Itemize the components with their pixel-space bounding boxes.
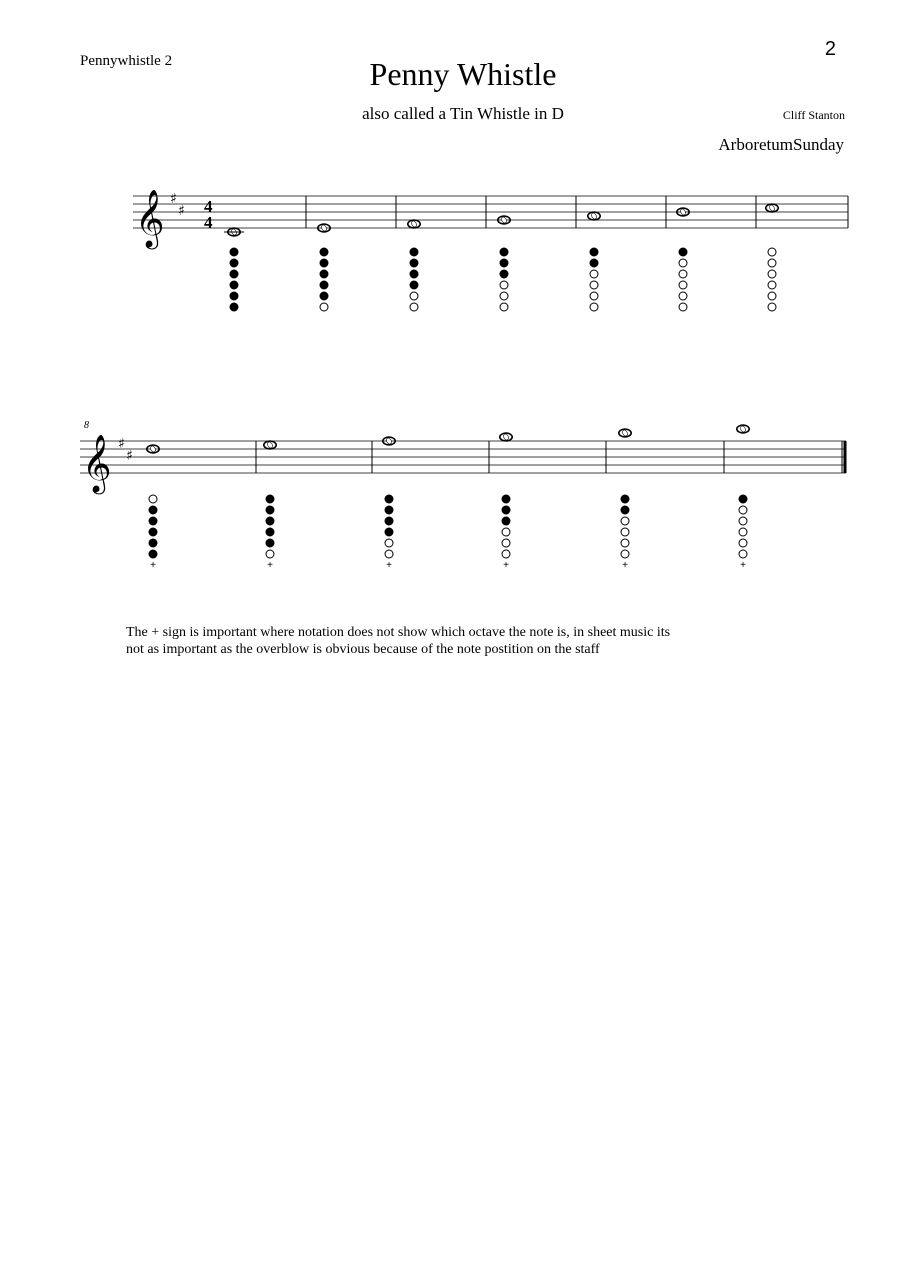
part-label: Pennywhistle 2 — [80, 53, 173, 69]
open-hole — [621, 550, 629, 558]
footnote-line-2: not as important as the overblow is obvious because of the note postition on the staff — [126, 642, 600, 657]
closed-hole — [679, 248, 687, 256]
overblow-plus: + — [386, 560, 392, 571]
closed-hole — [320, 270, 328, 278]
open-hole — [621, 517, 629, 525]
closed-hole — [590, 259, 598, 267]
key-signature — [118, 436, 133, 464]
closed-hole — [230, 303, 238, 311]
closed-hole — [149, 506, 157, 514]
whole-note — [408, 220, 420, 228]
treble-clef: 𝄞 — [82, 434, 112, 492]
closed-hole — [621, 506, 629, 514]
open-hole — [739, 528, 747, 536]
closed-hole — [320, 259, 328, 267]
closed-hole — [266, 506, 274, 514]
svg-text:♯: ♯ — [178, 203, 185, 219]
composer: Cliff Stanton — [782, 108, 845, 122]
svg-text:♯: ♯ — [170, 191, 177, 207]
page-number: 2 — [824, 38, 836, 60]
subtitle: also called a Tin Whistle in D — [362, 104, 564, 123]
open-hole — [385, 550, 393, 558]
svg-text:4: 4 — [204, 213, 213, 232]
closed-hole — [502, 517, 510, 525]
overblow-plus: + — [622, 560, 628, 571]
open-hole — [679, 270, 687, 278]
closed-hole — [410, 248, 418, 256]
closed-hole — [230, 281, 238, 289]
arranger: ArboretumSunday — [718, 135, 844, 154]
closed-hole — [621, 495, 629, 503]
svg-text:♯: ♯ — [126, 448, 133, 464]
open-hole — [621, 539, 629, 547]
open-hole — [320, 303, 328, 311]
fingering-chart — [621, 495, 629, 571]
treble-clef: 𝄞 — [135, 189, 165, 247]
whole-note — [588, 212, 600, 220]
open-hole — [679, 281, 687, 289]
open-hole — [739, 517, 747, 525]
closed-hole — [500, 270, 508, 278]
open-hole — [385, 539, 393, 547]
closed-hole — [385, 528, 393, 536]
whole-note — [224, 228, 244, 236]
open-hole — [679, 259, 687, 267]
key-signature — [170, 191, 185, 219]
closed-hole — [410, 259, 418, 267]
open-hole — [502, 528, 510, 536]
open-hole — [679, 303, 687, 311]
footnote-line-1: The + sign is important where notation does not show which octave the note is, in sheet music its — [126, 625, 671, 640]
open-hole — [768, 270, 776, 278]
closed-hole — [739, 495, 747, 503]
open-hole — [739, 539, 747, 547]
open-hole — [768, 303, 776, 311]
fingering-chart — [266, 495, 274, 571]
closed-hole — [230, 292, 238, 300]
closed-hole — [149, 528, 157, 536]
fingering-chart — [500, 248, 508, 311]
fingering-chart — [768, 248, 776, 311]
open-hole — [410, 292, 418, 300]
closed-hole — [149, 539, 157, 547]
closed-hole — [385, 517, 393, 525]
closed-hole — [500, 248, 508, 256]
fingering-chart — [230, 248, 238, 311]
closed-hole — [590, 248, 598, 256]
open-hole — [768, 292, 776, 300]
page-title: Penny Whistle — [369, 56, 557, 92]
closed-hole — [500, 259, 508, 267]
svg-text:♯: ♯ — [118, 436, 125, 452]
open-hole — [768, 259, 776, 267]
fingering-chart — [385, 495, 393, 571]
fingering-chart — [739, 495, 747, 571]
open-hole — [266, 550, 274, 558]
staff-lines — [80, 441, 846, 473]
time-signature — [204, 197, 213, 232]
open-hole — [500, 303, 508, 311]
closed-hole — [320, 292, 328, 300]
closed-hole — [320, 281, 328, 289]
whole-note — [737, 425, 749, 433]
measure-number: 8 — [84, 420, 89, 431]
open-hole — [679, 292, 687, 300]
closed-hole — [266, 517, 274, 525]
closed-hole — [385, 506, 393, 514]
fingering-chart — [149, 495, 157, 571]
open-hole — [410, 303, 418, 311]
notes-group — [147, 425, 749, 571]
open-hole — [502, 550, 510, 558]
closed-hole — [410, 270, 418, 278]
whole-note — [766, 204, 778, 212]
closed-hole — [266, 539, 274, 547]
fingering-chart — [679, 248, 687, 311]
open-hole — [768, 281, 776, 289]
overblow-plus: + — [503, 560, 509, 571]
open-hole — [500, 292, 508, 300]
closed-hole — [266, 528, 274, 536]
staff-system-1 — [0, 0, 900, 360]
open-hole — [768, 248, 776, 256]
open-hole — [590, 303, 598, 311]
closed-hole — [149, 550, 157, 558]
overblow-plus: + — [267, 560, 273, 571]
closed-hole — [149, 517, 157, 525]
open-hole — [590, 270, 598, 278]
whole-note — [264, 441, 276, 449]
closed-hole — [266, 495, 274, 503]
overblow-plus: + — [150, 560, 156, 571]
open-hole — [739, 550, 747, 558]
open-hole — [621, 528, 629, 536]
closed-hole — [230, 248, 238, 256]
whole-note — [619, 429, 631, 437]
staff-system-2 — [0, 400, 900, 600]
svg-text:4: 4 — [204, 197, 213, 216]
fingering-chart — [590, 248, 598, 311]
closed-hole — [230, 259, 238, 267]
staff-lines — [133, 196, 848, 228]
closed-hole — [410, 281, 418, 289]
open-hole — [590, 281, 598, 289]
fingering-chart — [410, 248, 418, 311]
overblow-plus: + — [740, 560, 746, 571]
fingering-chart — [320, 248, 328, 311]
footnote — [126, 624, 826, 658]
closed-hole — [385, 495, 393, 503]
closed-hole — [502, 495, 510, 503]
whole-note — [500, 433, 512, 441]
open-hole — [590, 292, 598, 300]
open-hole — [500, 281, 508, 289]
open-hole — [149, 495, 157, 503]
closed-hole — [502, 506, 510, 514]
fingering-chart — [502, 495, 510, 571]
open-hole — [739, 506, 747, 514]
open-hole — [502, 539, 510, 547]
closed-hole — [230, 270, 238, 278]
closed-hole — [320, 248, 328, 256]
